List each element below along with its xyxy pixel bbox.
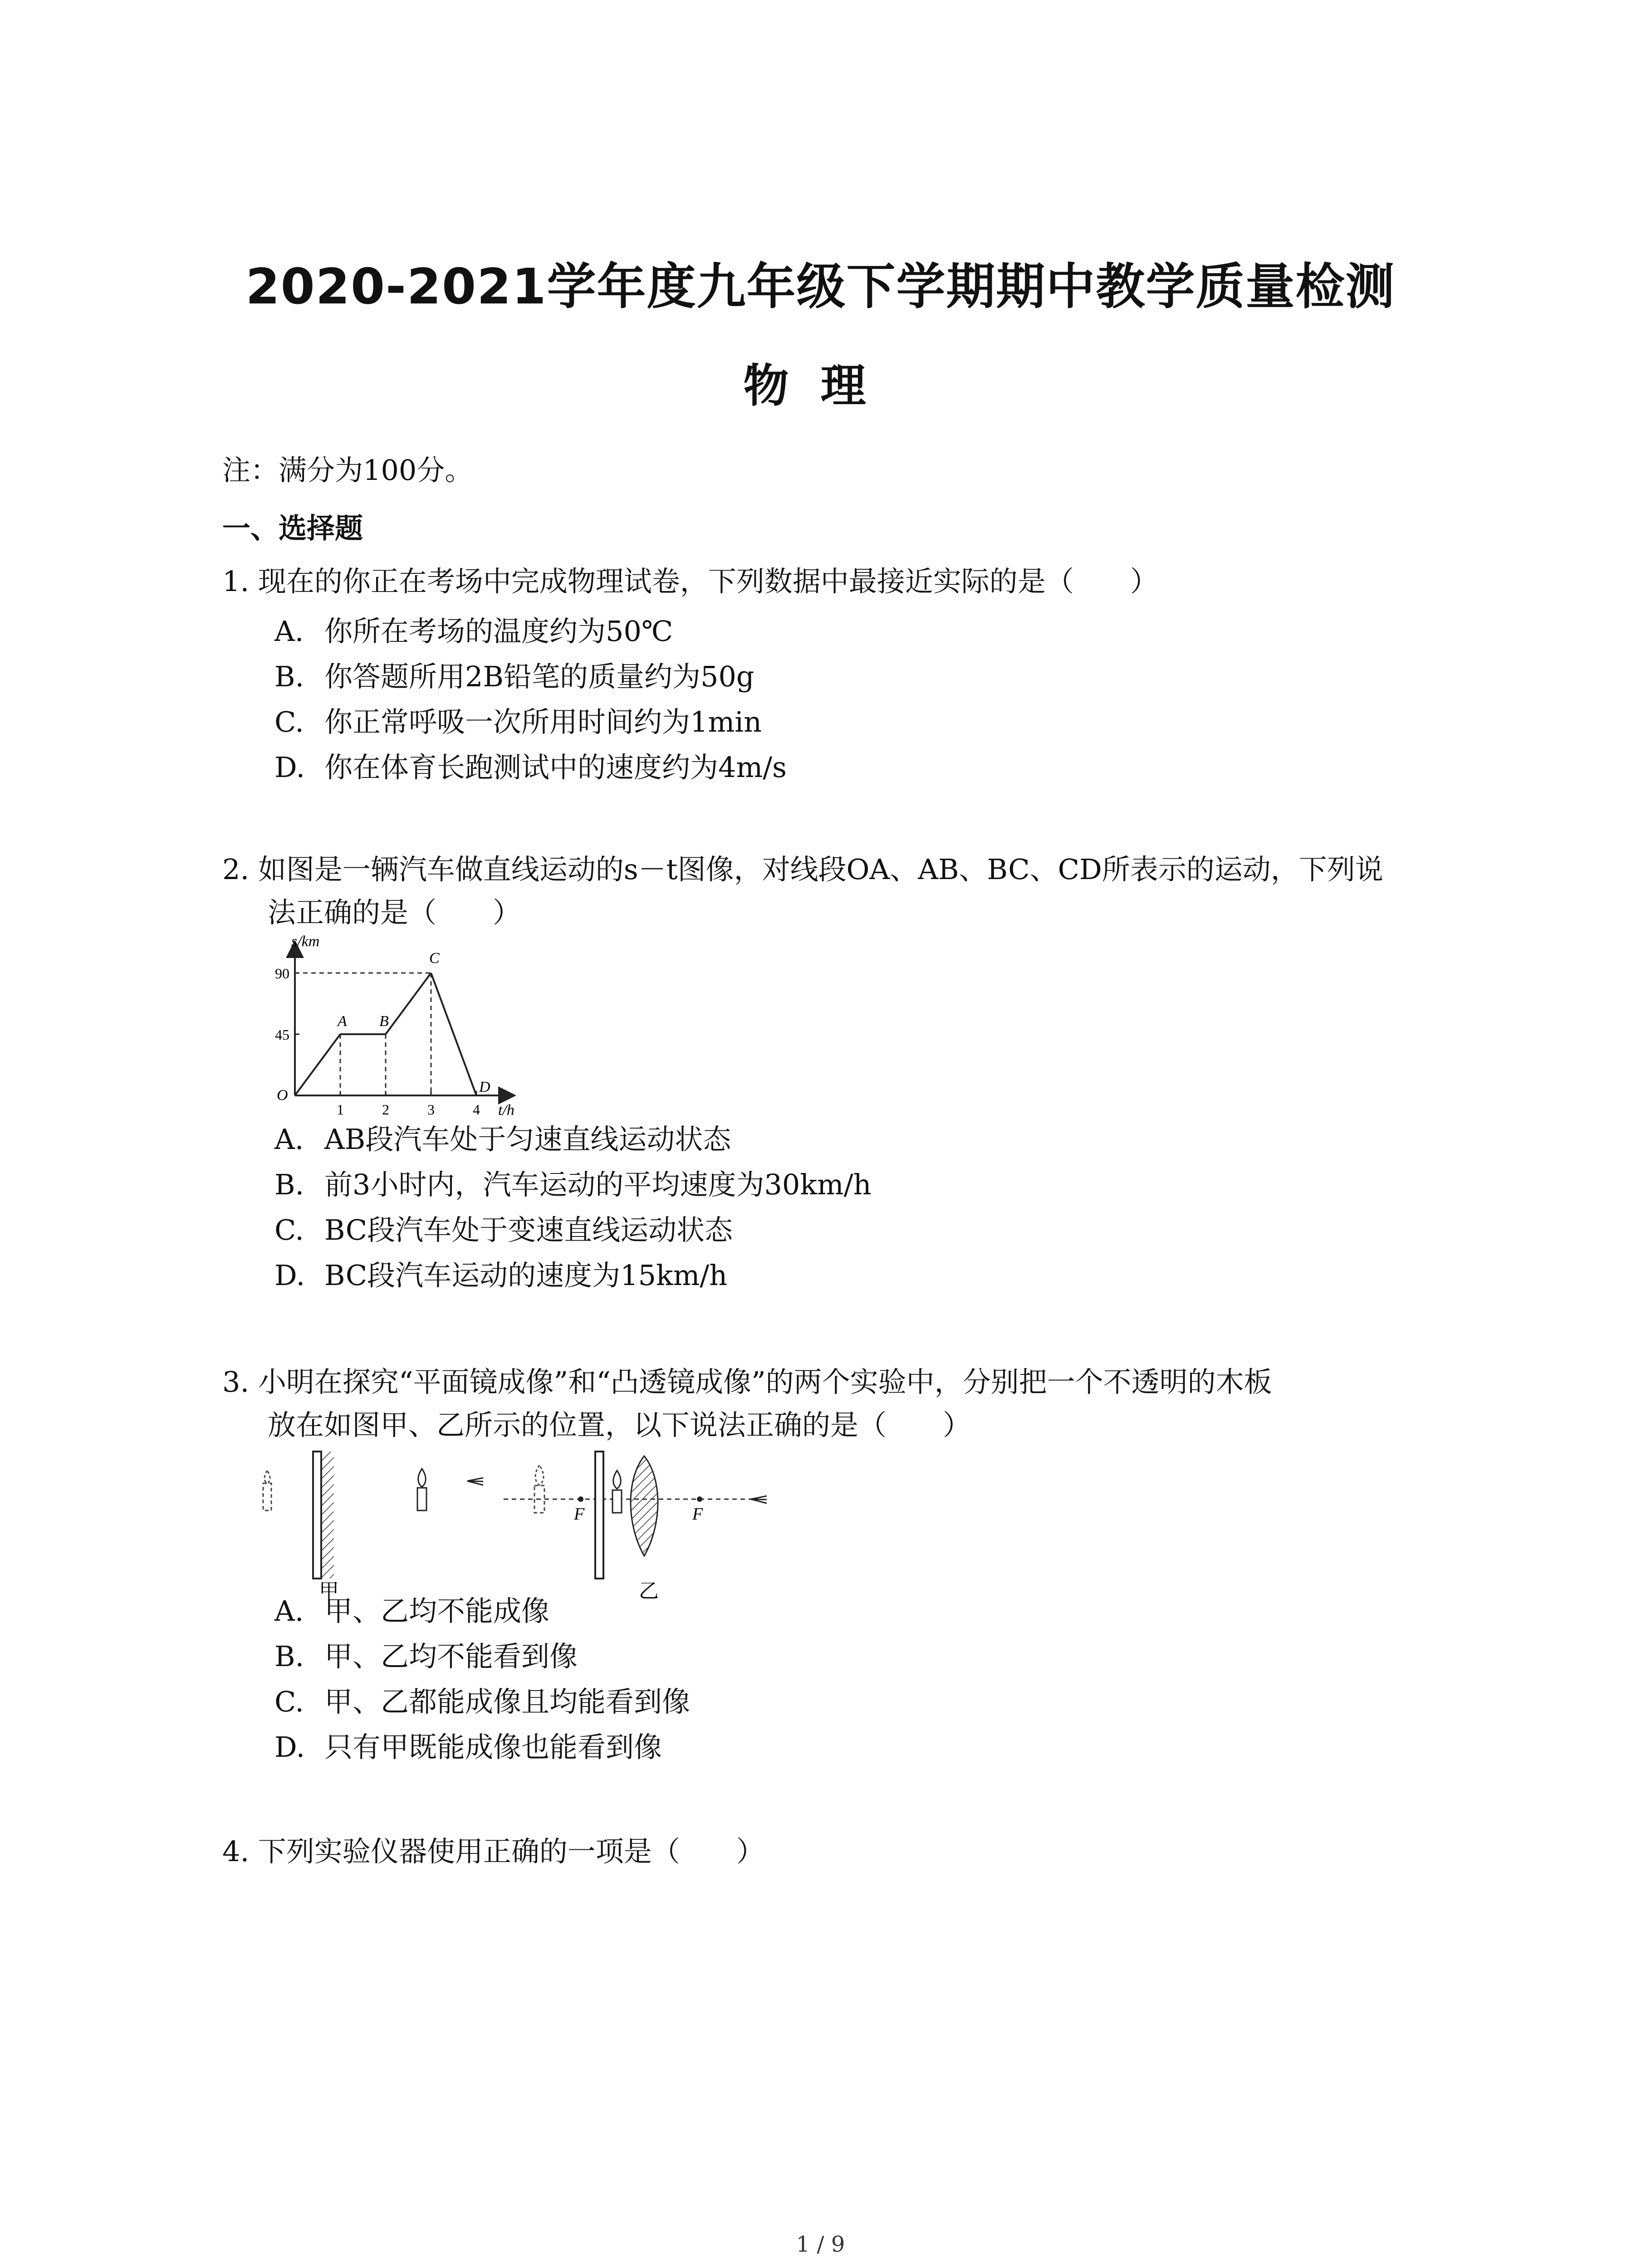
option-text: 你答题所用2B铅笔的质量约为50g <box>324 660 754 693</box>
y-tick-label: 90 <box>275 965 289 982</box>
option-text: 你正常呼吸一次所用时间约为1min <box>324 705 762 738</box>
candle-flame-yi-icon <box>613 1471 621 1489</box>
page-number: 1 / 9 <box>796 2232 845 2257</box>
option-text: 你所在考场的温度约为50℃ <box>324 615 673 648</box>
question-2-option-b <box>274 1168 872 1202</box>
figure-label-jia: 甲 <box>319 1580 339 1601</box>
question-1-option-b <box>274 660 754 694</box>
option-text: 甲、乙都能成像且均能看到像 <box>324 1685 691 1718</box>
question-1-option-d <box>274 751 787 784</box>
question-1-stem: 1. 现在的你正在考场中完成物理试卷，下列数据中最接近实际的是（ ） <box>222 565 1158 598</box>
convex-lens-icon <box>631 1456 658 1556</box>
virtual-flame-yi-icon <box>535 1465 544 1485</box>
y-tick-label: 45 <box>275 1026 289 1043</box>
option-label: C. <box>274 1213 304 1246</box>
point-label-C: C <box>429 950 440 967</box>
segment-OA <box>295 1034 340 1095</box>
question-2-option-c <box>274 1213 733 1247</box>
option-label: D. <box>274 1730 305 1764</box>
x-tick-label: 2 <box>382 1101 389 1118</box>
option-text: BC段汽车运动的速度为15km/h <box>324 1259 728 1292</box>
figure-jia <box>263 1452 483 1601</box>
segment-BC <box>386 973 431 1034</box>
option-label: C. <box>274 705 304 738</box>
st-graph-chart <box>259 934 531 1125</box>
option-label: C. <box>274 1685 304 1718</box>
focal-label-right: F <box>692 1505 703 1524</box>
plane-mirror <box>322 1452 334 1579</box>
question-3-option-d <box>274 1730 662 1764</box>
x-axis-label: t/h <box>498 1102 514 1119</box>
point-label-O: O <box>277 1087 288 1104</box>
opaque-board-jia <box>313 1452 321 1579</box>
option-text: BC段汽车处于变速直线运动状态 <box>324 1213 733 1246</box>
option-label: B. <box>274 660 304 693</box>
candle-yi <box>612 1490 622 1513</box>
point-label-B: B <box>379 1013 389 1030</box>
question-2-stem-cont: 法正确的是（ ） <box>268 896 521 929</box>
option-text: AB段汽车处于匀速直线运动状态 <box>324 1123 731 1156</box>
question-4-stem: 4. 下列实验仪器使用正确的一项是（ ） <box>222 1835 764 1868</box>
option-label: B. <box>274 1640 304 1673</box>
question-3-option-c <box>274 1685 690 1719</box>
option-label: D. <box>274 1259 305 1292</box>
exam-title: 2020-2021学年度九年级下学期期中教学质量检测 <box>245 259 1396 315</box>
x-tick-label: 1 <box>337 1101 344 1118</box>
option-label: A. <box>274 1123 304 1156</box>
question-2-stem: 2. 如图是一辆汽车做直线运动的s－t图像，对线段OA、AB、BC、CD所表示的运动，下列说 <box>222 853 1383 886</box>
option-text: 甲、乙均不能看到像 <box>324 1640 578 1673</box>
x-tick-label: 3 <box>427 1101 435 1118</box>
question-3-option-a <box>274 1594 549 1628</box>
x-tick-label: 4 <box>473 1101 480 1118</box>
focal-point-left <box>578 1496 583 1502</box>
figure-yi <box>504 1452 767 1601</box>
eye-yi-icon <box>751 1496 767 1503</box>
question-2-option-a <box>274 1123 731 1156</box>
figure-label-yi: 乙 <box>639 1580 659 1601</box>
eye-icon <box>467 1478 483 1485</box>
question-2-option-d <box>274 1259 727 1292</box>
question-1-option-c <box>274 705 762 739</box>
section-heading: 一、选择题 <box>222 512 363 545</box>
option-label: A. <box>274 1594 304 1628</box>
candle-jia <box>417 1488 426 1510</box>
question-1-option-a <box>274 615 673 648</box>
question-3-option-b <box>274 1640 578 1673</box>
score-note: 注：满分为100分。 <box>222 454 473 487</box>
point-label-A: A <box>338 1013 347 1030</box>
option-text: 只有甲既能成像也能看到像 <box>324 1730 662 1764</box>
subject-title: 物理 <box>743 359 898 412</box>
virtual-flame-icon <box>265 1471 270 1483</box>
question-3-stem-cont: 放在如图甲、乙所示的位置，以下说法正确的是（ ） <box>268 1408 971 1442</box>
option-label: B. <box>274 1168 304 1201</box>
option-label: D. <box>274 751 305 784</box>
opaque-board-yi <box>595 1452 603 1579</box>
option-label: A. <box>274 615 304 648</box>
candle-flame-icon <box>418 1469 426 1487</box>
option-text: 你在体育长跑测试中的速度约为4m/s <box>324 751 787 784</box>
option-text: 甲、乙均不能成像 <box>324 1594 550 1628</box>
focal-label-left: F <box>574 1505 585 1524</box>
segment-CD <box>431 973 476 1095</box>
focal-point-right <box>697 1496 702 1502</box>
option-text: 前3小时内，汽车运动的平均速度为30km/h <box>324 1168 872 1201</box>
virtual-candle-image <box>263 1483 271 1510</box>
y-axis-label: s/km <box>291 934 320 950</box>
optics-figure <box>254 1447 798 1601</box>
question-3-stem: 3. 小明在探究“平面镜成像”和“凸透镜成像”的两个实验中，分别把一个不透明的木板 <box>222 1365 1272 1398</box>
point-label-D: D <box>479 1079 490 1095</box>
